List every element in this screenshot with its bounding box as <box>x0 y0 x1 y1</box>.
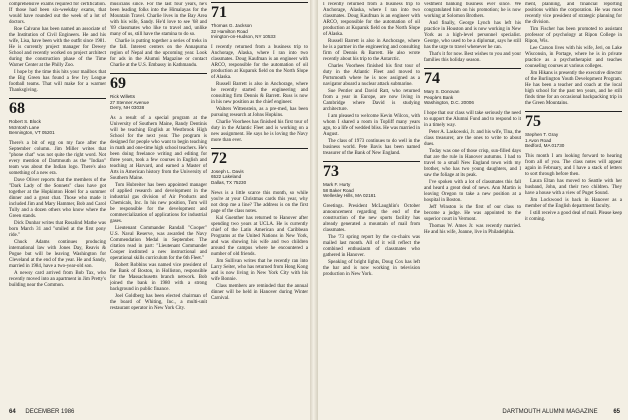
class-entry-69 <box>110 73 207 111</box>
paragraph: Sue Pentler and David Ratt, who returned from a year in Europe, are now living in Cambridge where David is studying architecture. <box>323 89 420 112</box>
left-page <box>0 0 310 420</box>
page-number: 65 <box>613 409 620 415</box>
paragraph: Charlie is putting together a series of treks in the fall. Interest centers on the Annapurna region of Nepal and the upcoming year. Look for ads in the Alumni Magazine or contact Charlie at the U.S. Embassy in Kathmandu. <box>110 39 207 68</box>
paragraph: Tim Fischer has been promoted to assistant professor of psychology at Ripon College in Ripon, Wis. <box>525 27 622 44</box>
divider <box>424 68 521 69</box>
paragraph: Jim Lockwood is back in Hanover as a member of the English department faculty. <box>525 197 622 209</box>
class-entry-75 <box>525 111 622 149</box>
column-3 <box>211 2 308 400</box>
address-line: Stephen T. Gray <box>525 132 559 137</box>
paragraph: Speaking of bright lights, Doug Cox has left the bar and is now working in television production in New York. <box>323 259 420 277</box>
secretary-address <box>323 182 420 199</box>
class-entry-72 <box>211 148 308 186</box>
paragraph: Dick Dunbar writes that Rosalind Mathe was born March 31 and "smiled at the first pony ride." <box>9 220 106 238</box>
paragraph: The '73 spring report by the co-chairs was mailed last month. All of it will reflect the combined enthusiasm of classmates who gathered in Hanover. <box>323 234 420 258</box>
address-line: Mary S. Donovan <box>424 89 460 94</box>
class-year-number: 73 <box>323 163 339 180</box>
address-line: Derry, NH 03038 <box>110 105 145 111</box>
address-line: Bedford, MA 01730 <box>525 143 565 149</box>
paragraph: Charlie Voorhees has finished his first tour of duty in the Atlantic Fleet and is working on a new assignment. He says he is loving the Navy more than ever. <box>211 119 308 143</box>
class-entry-71 <box>211 2 308 40</box>
paragraph: I hope by the time this hits your mailbox that the Big Green has found a few Ivy League football teams. That will make for a warmer Thanksgiving. <box>9 70 106 93</box>
paragraph: Walters Wittenstein, as a pre-med, has been pursuing research at Johns Hopkins. <box>211 106 308 118</box>
paragraph: musicians since. For the last four years, he's been leading folks into the Himalayas for the Mountain Travel. Charlie lives in the Bay Area with his wife, Sandy. He'd love to see '68 and '69 classmates who like to travel and, unlike many of us, still have the stamina to do so. <box>110 2 207 37</box>
paragraph: Joel Goldberg has been elected chairman of the board of Whiting, Inc., a multi-unit restaurant operator in New York City. <box>110 293 207 311</box>
address-line: McIntosh Lane <box>9 124 40 130</box>
column-4 <box>323 2 420 400</box>
right-page <box>318 0 628 420</box>
paragraph: The class of 1973 continues to do well in the business world. Pete Bavis has been named treasurer of the Bank of New England. <box>323 139 420 156</box>
column-5 <box>424 2 521 400</box>
address-line: Rick Willetts <box>110 94 136 99</box>
paragraph: Tom Hubreiter has been appointed manager of applied research and development in the industrial gas division of Air Products and Chemicals, Inc. In his new position, Tom will be responsible for the development and commercialization of applications for industrial gases. <box>110 182 207 224</box>
address-line: Dallas, TX 75230 <box>211 179 247 185</box>
paragraph: There's a bit of egg on my face after the September column. Jim Miller writes that "phone chat" was not quite the right word. Not every mention of Dartmouth as the "Indian" team was about the Indian logo. There's also something of a new era. <box>9 140 106 176</box>
address-line: Robert S. Block <box>9 119 41 124</box>
secretary-address <box>211 169 308 186</box>
address-line: 58 Baker Road <box>323 187 354 193</box>
paragraph: This month I am looking forward to hearing from all of you. The class notes will appear again in February, and I have a stack of letters to sort through before then. <box>525 153 622 177</box>
issue-date: DECEMBER 1986 <box>25 409 75 415</box>
divider <box>9 98 106 99</box>
paragraph: Laura Eltan has moved to Seattle with her husband, John, and their two children. They have a house with a view of Puget Sound. <box>525 178 622 196</box>
column-1 <box>9 2 106 400</box>
secretary-address <box>525 132 622 149</box>
class-entry-73 <box>323 161 420 199</box>
paragraph: I still receive a good deal of mail. Please keep it coming. <box>525 210 622 222</box>
paragraph: Charles Voorhees finished his first tour of duty in the Atlantic Fleet and moved to Portsmouth where he is now assigned as a navigator aboard a nuclear attack submarine. <box>323 64 420 87</box>
paragraph: Today was one of those crisp, sun-filled days that are the rule in Hanover autumns. I had to travel to a small New England town with my brother, who has two young daughters, and I saw the foliage at its peak. <box>424 148 521 178</box>
paragraph: Jim Hikans is presently the executive director of the Burlington Youth Development Program. He has been a teacher and coach at the local high school for the past ten years, and he still finds time for an occasional backpacking trip in the Green Mountains. <box>525 71 622 106</box>
paragraph: Roe Calvano has been named an associate of the Institution of Civil Engineers. He and his wife, Lisa, have been with the outfit since 1981. He is currently project manager for Dewey School and recently worked on project architect during the construction phase of the Time Warner Center at the Philly Zoo. <box>9 27 106 68</box>
class-year-number: 69 <box>110 75 126 92</box>
paragraph: vestment banking business ever since. We congratulated him on his promotion; he is now working at Solomon Brothers. <box>424 2 521 19</box>
paragraph: Peter A. Laskowski, Jr. and his wife, Tina, the class treasurer, are the ones to write to about dues. <box>424 129 521 147</box>
paragraph: Thomas W. Ames Jr. was recently married. He and his wife, Joanne, live in Philadelphia. <box>424 223 521 235</box>
paragraph: That's it for now. Best wishes to you and your families this holiday season. <box>424 52 521 63</box>
address-line: Wellesley Hills, MA 02181 <box>323 193 376 199</box>
address-line: Bennington, VT 05201 <box>9 130 55 136</box>
page-gutter <box>310 0 318 420</box>
paragraph: Lieutenant Commander Randall "Cooper" U.S. Naval Reserve, was awarded the Navy Commendation Medal in September. The citation read in part: "Lieutenant Commander Cooper instituted a new instructional and operational skills curriculum for the 6th Fleet." <box>110 225 207 261</box>
address-line: 27 Stenner Avenue <box>110 99 149 105</box>
secretary-address <box>9 119 106 136</box>
paragraph: Dave Oliver reports that the members of the "Dark Lady of the Sonnets" class have got together at the Hopkinton Hotel for a summer dinner and a great chat. Those who made it included Jim and Mary Hammer, Bob and Carol Tully and a dozen others who know where the Green stands. <box>9 177 106 219</box>
paragraph: Robert Robbins was named vice president of the Bank of Boston, in Holliston, responsible for the Massachusetts branch network. Bob joined the bank in 1980 with a strong background in public finance. <box>110 262 207 292</box>
divider <box>525 111 622 112</box>
address-line: Thomas G. Jackson <box>211 23 252 28</box>
paragraph: A newsy card arrived from Bob Tax, who recently moved into an apartment in Jim Pretty's building near the Common. <box>9 270 106 288</box>
paragraph: Jeff Winston is the first of our class to become a judge. He was appointed to the superior court in Vermont. <box>424 204 521 222</box>
divider <box>211 2 308 3</box>
divider <box>110 73 207 74</box>
paragraph: Russell Barrett is also in Anchorage, where he recently started the engineering and consulting firm Dennis & Barrett. Russ is now in his new position as the chief engineer. <box>211 81 308 105</box>
magazine-title: DARTMOUTH ALUMNI MAGAZINE <box>502 409 598 415</box>
column-2 <box>110 2 207 400</box>
paragraph: I've spoken with a lot of classmates this fall and heard a great deal of news. Ann Martin is leaving Oregon to take a new position at a hospital in Boston. <box>424 179 521 203</box>
paragraph: And finally, George Lynch has left his practice in Houston and is now working in New York as a high-level personnel specialist. George, who used to be a diplomat, says he still has the urge to travel whenever he can. <box>424 21 521 50</box>
secretary-address <box>424 89 521 106</box>
address-line: Washington, D.C. 20006 <box>424 100 474 106</box>
left-page-footer <box>9 409 74 415</box>
class-year-number: 75 <box>525 113 541 130</box>
secretary-address <box>110 94 207 111</box>
paragraph: Chuck Adams continues producing international law with Jones Day, Reavis & Pogue but will be leaving Washington for Cleveland at the end of the year. He and Sandy, married in 1984, have a two-year-old son. <box>9 239 106 269</box>
paragraph: Lee Carson lives with his wife, Jeri, on Lake Wisconsin, in Portage, where he is in private practice as a psychotherapist and teaches counseling courses at various colleges. <box>525 46 622 69</box>
address-line: 6522 Lakeland <box>211 174 242 180</box>
paragraph: Greetings. President McLaughlin's October announcement regarding the end of the construction of the new sports facility has already generated a mountain of mail from classmates. <box>323 203 420 233</box>
class-year-number: 68 <box>9 100 25 117</box>
address-line: Mark F. Hurty <box>323 182 351 187</box>
address-line: 32 Hamilton Road <box>211 28 248 34</box>
paragraph: As a result of a special program at the University of Southern Maine, Randy Dentinis will be teaching English at Westbrook High School for the next year. The program is designed for people who want to begin teaching in math and one-time high school teachers. He's been doing freelance writing and editing for three years, took a few courses in English and teaching at Harvard, and earned a Master of Arts in American history from the University of Southern Maine. <box>110 115 207 181</box>
paragraph: I am pleased to welcome Kevin Wilcox, with whom I shared a room in Topliff many years ago, to a life of wedded bliss. He was married in August. <box>323 114 420 137</box>
paragraph: News is a little scarce this month, so while you're at your Christmas cards this year, why not drop me a line? The address is on the first page of the class notes. <box>211 190 308 214</box>
secretary-address <box>211 23 308 40</box>
paragraph: Russell Barrett is also in Anchorage, where he is a partner in the engineering and consulting firm of Dennis & Barrett. He also wrote recently about his trip to the Antarctic. <box>323 39 420 62</box>
class-entry-74 <box>424 68 521 106</box>
paragraph: ment, planning, and financial reporting positions within the corporation. He was most recently vice president of strategic planning for the division. <box>525 2 622 25</box>
address-line: 1 Avon Road <box>525 137 552 143</box>
class-entry-68 <box>9 98 106 136</box>
paragraph: Jim Sullivan writes that he recently ran into Larry Seiter, who has returned from Hong Kong and is now living in New York City with his wife Bonnie. <box>211 258 308 282</box>
divider <box>323 161 420 162</box>
page-number: 64 <box>9 409 16 415</box>
address-line: Joseph L. Davis <box>211 168 244 174</box>
column-6 <box>525 2 622 400</box>
class-year-number: 74 <box>424 70 440 87</box>
address-line: People's Bank <box>424 94 454 100</box>
class-year-number: 72 <box>211 149 227 167</box>
paragraph: comprehensive exams required for certification. If those had been six-weekday exams, that would have rounded out the week of a lot of doctors. <box>9 2 106 25</box>
right-page-footer <box>502 409 620 415</box>
address-line: Irvington-on-Hudson, NY 10533 <box>211 34 276 40</box>
class-year-number: 71 <box>211 4 227 21</box>
paragraph: Class members are reminded that the annual dinner will be held in Hanover during Winter Carnival. <box>211 283 308 301</box>
paragraph: I recently returned from a business trip to Anchorage, Alaska, where I ran into two classmates. Doug Kaufman is an engineer with ARCO, responsible for the automation of oil production at Kuparuk field on the North Slope of Alaska. <box>323 2 420 37</box>
paragraph: I hope that our class will take seriously the need to support the Alumni Fund and to respond to it in a timely way. <box>424 110 521 128</box>
divider <box>211 148 308 149</box>
paragraph: Kal Guenther has returned to Hanover after spending two years at UCLA. He is currently chief of the Latin American and Caribbean Programs at the United Nations in New York, and was showing his wife and two children around the campus where he encountered a number of old friends. <box>211 215 308 257</box>
paragraph: I recently returned from a business trip to Anchorage, Alaska, where I ran into two classmates. Doug Kaufman is an engineer with ARCO, responsible for the automation of oil production at Kuparuk field on the North Slope of Alaska. <box>211 44 308 80</box>
